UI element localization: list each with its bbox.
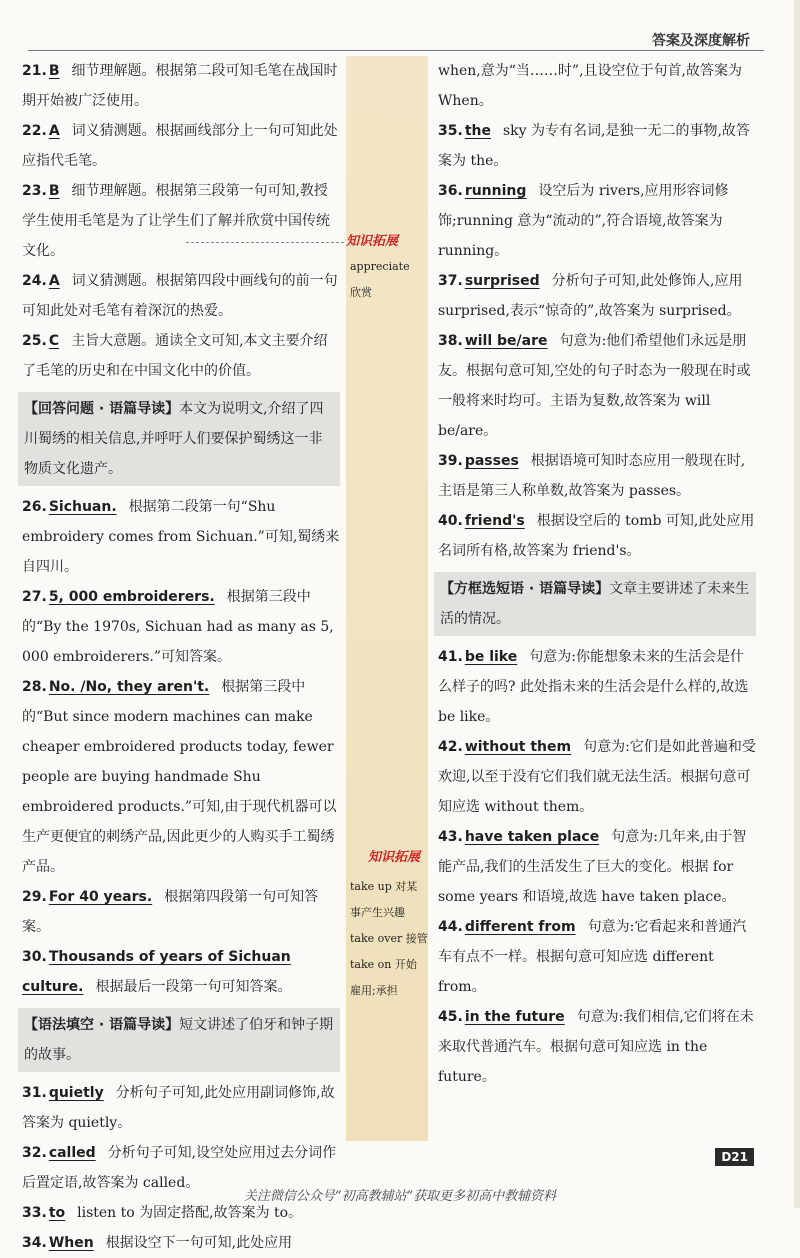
guide-text: 本文为说明文,介绍了四川蜀绣的相关信息,并呼吁人们要保护蜀绣这一非物质文化遗产。 <box>24 401 324 477</box>
answer-key: A <box>48 123 60 139</box>
guide-title: 【方框选短语 · 语篇导读】 <box>440 581 610 597</box>
answer-item <box>438 822 756 912</box>
answer-item <box>438 732 756 822</box>
answer-key: the <box>464 123 491 139</box>
answer-item <box>22 492 340 582</box>
item-number: 26. <box>22 499 47 515</box>
knowledge-note-1 <box>350 254 428 306</box>
item-number: 32. <box>22 1145 47 1161</box>
answer-key: When <box>48 1235 94 1251</box>
item-number: 25. <box>22 333 47 349</box>
item-number: 23. <box>22 183 47 199</box>
explanation: 句意为:它们是如此普遍和受欢迎,以至于没有它们我们就无法生活。根据句意可知应选 without them。 <box>438 739 756 815</box>
explanation: 根据语境可知时态应用一般现在时,主语是第三人称单数,故答案为 passes。 <box>438 453 746 499</box>
item-number: 41. <box>438 649 463 665</box>
knowledge-note-2-line: 雇用;承担 <box>350 984 398 997</box>
answer-key: running <box>464 183 527 199</box>
answer-item <box>22 942 340 1002</box>
answer-key: quietly <box>48 1085 104 1101</box>
answer-item <box>438 506 756 566</box>
left-column <box>22 56 340 1258</box>
answer-key: without them <box>464 739 572 755</box>
explanation: listen to 为固定搭配,故答案为 to。 <box>77 1205 303 1221</box>
explanation: 分析句子可知,此处修饰人,应用 surprised,表示“惊奇的”,故答案为 surprised。 <box>438 273 743 319</box>
item-number: 45. <box>438 1009 463 1025</box>
explanation: when,意为“当……时”,且设空位于句首,故答案为 When。 <box>438 63 742 109</box>
explanation: 设空后为 rivers,应用形容词修饰;running 意为“流动的”,符合语境,故答案为 running。 <box>438 183 729 259</box>
answer-key: No. /No, they aren't. <box>48 679 210 695</box>
answer-item <box>438 266 756 326</box>
answer-item <box>22 882 340 942</box>
knowledge-label-2: 知识拓展 <box>368 850 421 865</box>
answer-key: different from <box>464 919 576 935</box>
explanation: 句意为:几年来,由于智能产品,我们的生活发生了巨大的变化。根据 for some years 和语境,故选 have taken place。 <box>438 829 747 905</box>
guide-title: 【语法填空 · 语篇导读】 <box>24 1017 180 1033</box>
answer-key: friend's <box>464 513 525 529</box>
footer-note: 关注微信公众号“初高教辅站”获取更多初高中教辅资料 <box>243 1189 557 1204</box>
answer-key: B <box>48 63 60 79</box>
explanation: 根据第二段第一句“Shu embroidery comes from Sichuan.”可知,蜀绣来自四川。 <box>22 499 340 575</box>
knowledge-note-2-line: take up 对某 <box>350 880 418 893</box>
answer-item <box>438 176 756 266</box>
explanation: 根据设空下一句可知,此处应用 <box>105 1235 293 1251</box>
answer-item <box>22 582 340 672</box>
explanation: 根据最后一段第一句可知答案。 <box>95 979 292 995</box>
explanation: 分析句子可知,设空处应用过去分词作后置定语,故答案为 called。 <box>22 1145 337 1191</box>
explanation: 词义猜测题。根据第四段中画线句的前一句可知此处对毛笔有着深沉的热爱。 <box>22 273 338 319</box>
item-number: 36. <box>438 183 463 199</box>
page-header: 答案及深度解析 <box>652 33 750 49</box>
answer-key: 5, 000 embroiderers. <box>48 589 215 605</box>
answer-key: passes <box>464 453 519 469</box>
guide-text: 文章主要讲述了未来生活的情况。 <box>440 581 750 627</box>
answer-item <box>22 266 340 326</box>
header-rule <box>28 50 764 51</box>
item-number: 24. <box>22 273 47 289</box>
item-number: 31. <box>22 1085 47 1101</box>
answer-item <box>438 326 756 446</box>
reading-guide <box>434 572 756 636</box>
explanation: 细节理解题。根据第三段第一句可知,教授学生使用毛笔是为了让学生们了解并欣赏中国传统文化。 <box>22 183 330 259</box>
explanation: 细节理解题。根据第二段可知毛笔在战国时期开始被广泛使用。 <box>22 63 338 109</box>
item-number: 42. <box>438 739 463 755</box>
answer-item <box>438 56 756 116</box>
explanation: 句意为:他们希望他们永远是朋友。根据句意可知,空处的句子时态为一般现在时或一般将来时均可。主语为复数,故答案为 will be/are。 <box>438 333 751 439</box>
explanation: 根据第三段中的“But since modern machines can make cheaper embroidered products today, fewer people are buying handmade Shu embroidered products.”可知,由于现代机器可以生产更便宜的刺绣产品,因此更少的人购买手工蜀绣产品。 <box>22 679 337 875</box>
answer-item <box>438 642 756 732</box>
answer-key: have taken place <box>464 829 600 845</box>
knowledge-label-1: 知识拓展 <box>346 234 399 249</box>
explanation: 句意为:你能想象未来的生活会是什么样子的吗? 此处指未来的生活会是什么样的,故选 be like。 <box>438 649 749 725</box>
item-number: 39. <box>438 453 463 469</box>
answer-key: to <box>48 1205 66 1221</box>
item-number: 38. <box>438 333 463 349</box>
answer-item <box>22 1078 340 1138</box>
page-edge <box>794 0 800 1208</box>
answer-item <box>438 116 756 176</box>
answer-key: B <box>48 183 60 199</box>
explanation: 句意为:我们相信,它们将在未来取代普通汽车。根据句意可知应选 in the future。 <box>438 1009 754 1085</box>
item-number: 21. <box>22 63 47 79</box>
explanation: 分析句子可知,此处应用副词修饰,故答案为 quietly。 <box>22 1085 335 1131</box>
item-number: 43. <box>438 829 463 845</box>
answer-item <box>438 446 756 506</box>
guide-text: 短文讲述了伯牙和钟子期的故事。 <box>24 1017 334 1063</box>
knowledge-note-2 <box>350 874 428 1004</box>
answer-key: A <box>48 273 60 289</box>
answer-key: will be/are <box>464 333 548 349</box>
answer-key: Sichuan. <box>48 499 117 515</box>
knowledge-note-1-line: 欣赏 <box>350 286 372 299</box>
reading-guide <box>18 1008 340 1072</box>
knowledge-note-2-line: take on 开始 <box>350 958 417 971</box>
item-number: 22. <box>22 123 47 139</box>
explanation: 词义猜测题。根据画线部分上一句可知此处应指代毛笔。 <box>22 123 338 169</box>
answer-item <box>438 1002 756 1092</box>
answer-key: be like <box>464 649 518 665</box>
item-number: 30. <box>22 949 47 965</box>
explanation: 根据设空后的 tomb 可知,此处应用名词所有格,故答案为 friend's。 <box>438 513 755 559</box>
page-number: D21 <box>715 1148 754 1166</box>
answer-item <box>22 672 340 882</box>
explanation: 主旨大意题。通读全文可知,本文主要介绍了毛笔的历史和在中国文化中的价值。 <box>22 333 328 379</box>
answer-key: in the future <box>464 1009 565 1025</box>
item-number: 34. <box>22 1235 47 1251</box>
explanation: 根据第四段第一句可知答案。 <box>22 889 319 935</box>
knowledge-note-2-line: 事产生兴趣 <box>350 906 405 919</box>
answer-item <box>438 912 756 1002</box>
explanation: sky 为专有名词,是独一无二的事物,故答案为 the。 <box>438 123 750 169</box>
answer-key: surprised <box>464 273 540 289</box>
answer-key: C <box>48 333 60 349</box>
knowledge-note-2-line: take over 接管 <box>350 932 428 945</box>
right-column <box>438 56 756 1092</box>
item-number: 27. <box>22 589 47 605</box>
item-number: 28. <box>22 679 47 695</box>
answer-item <box>22 176 340 266</box>
item-number: 40. <box>438 513 463 529</box>
explanation: 句意为:它看起来和普通汽车有点不一样。根据句意可知应选 different from。 <box>438 919 747 995</box>
guide-title: 【回答问题 · 语篇导读】 <box>24 401 180 417</box>
knowledge-note-1-line: appreciate <box>350 260 410 273</box>
answer-item <box>22 1228 340 1258</box>
item-number: 44. <box>438 919 463 935</box>
item-number: 35. <box>438 123 463 139</box>
answer-item <box>22 116 340 176</box>
answer-key: Thousands of years of Sichuan culture. <box>22 949 291 995</box>
answer-item <box>22 326 340 386</box>
item-number: 37. <box>438 273 463 289</box>
dotted-leader <box>186 242 344 243</box>
reading-guide <box>18 392 340 486</box>
answer-item <box>22 56 340 116</box>
item-number: 33. <box>22 1205 47 1221</box>
explanation: 根据第三段中的“By the 1970s, Sichuan had as many as 5, 000 embroiderers.”可知答案。 <box>22 589 334 665</box>
answer-key: called <box>48 1145 96 1161</box>
item-number: 29. <box>22 889 47 905</box>
answer-key: For 40 years. <box>48 889 153 905</box>
